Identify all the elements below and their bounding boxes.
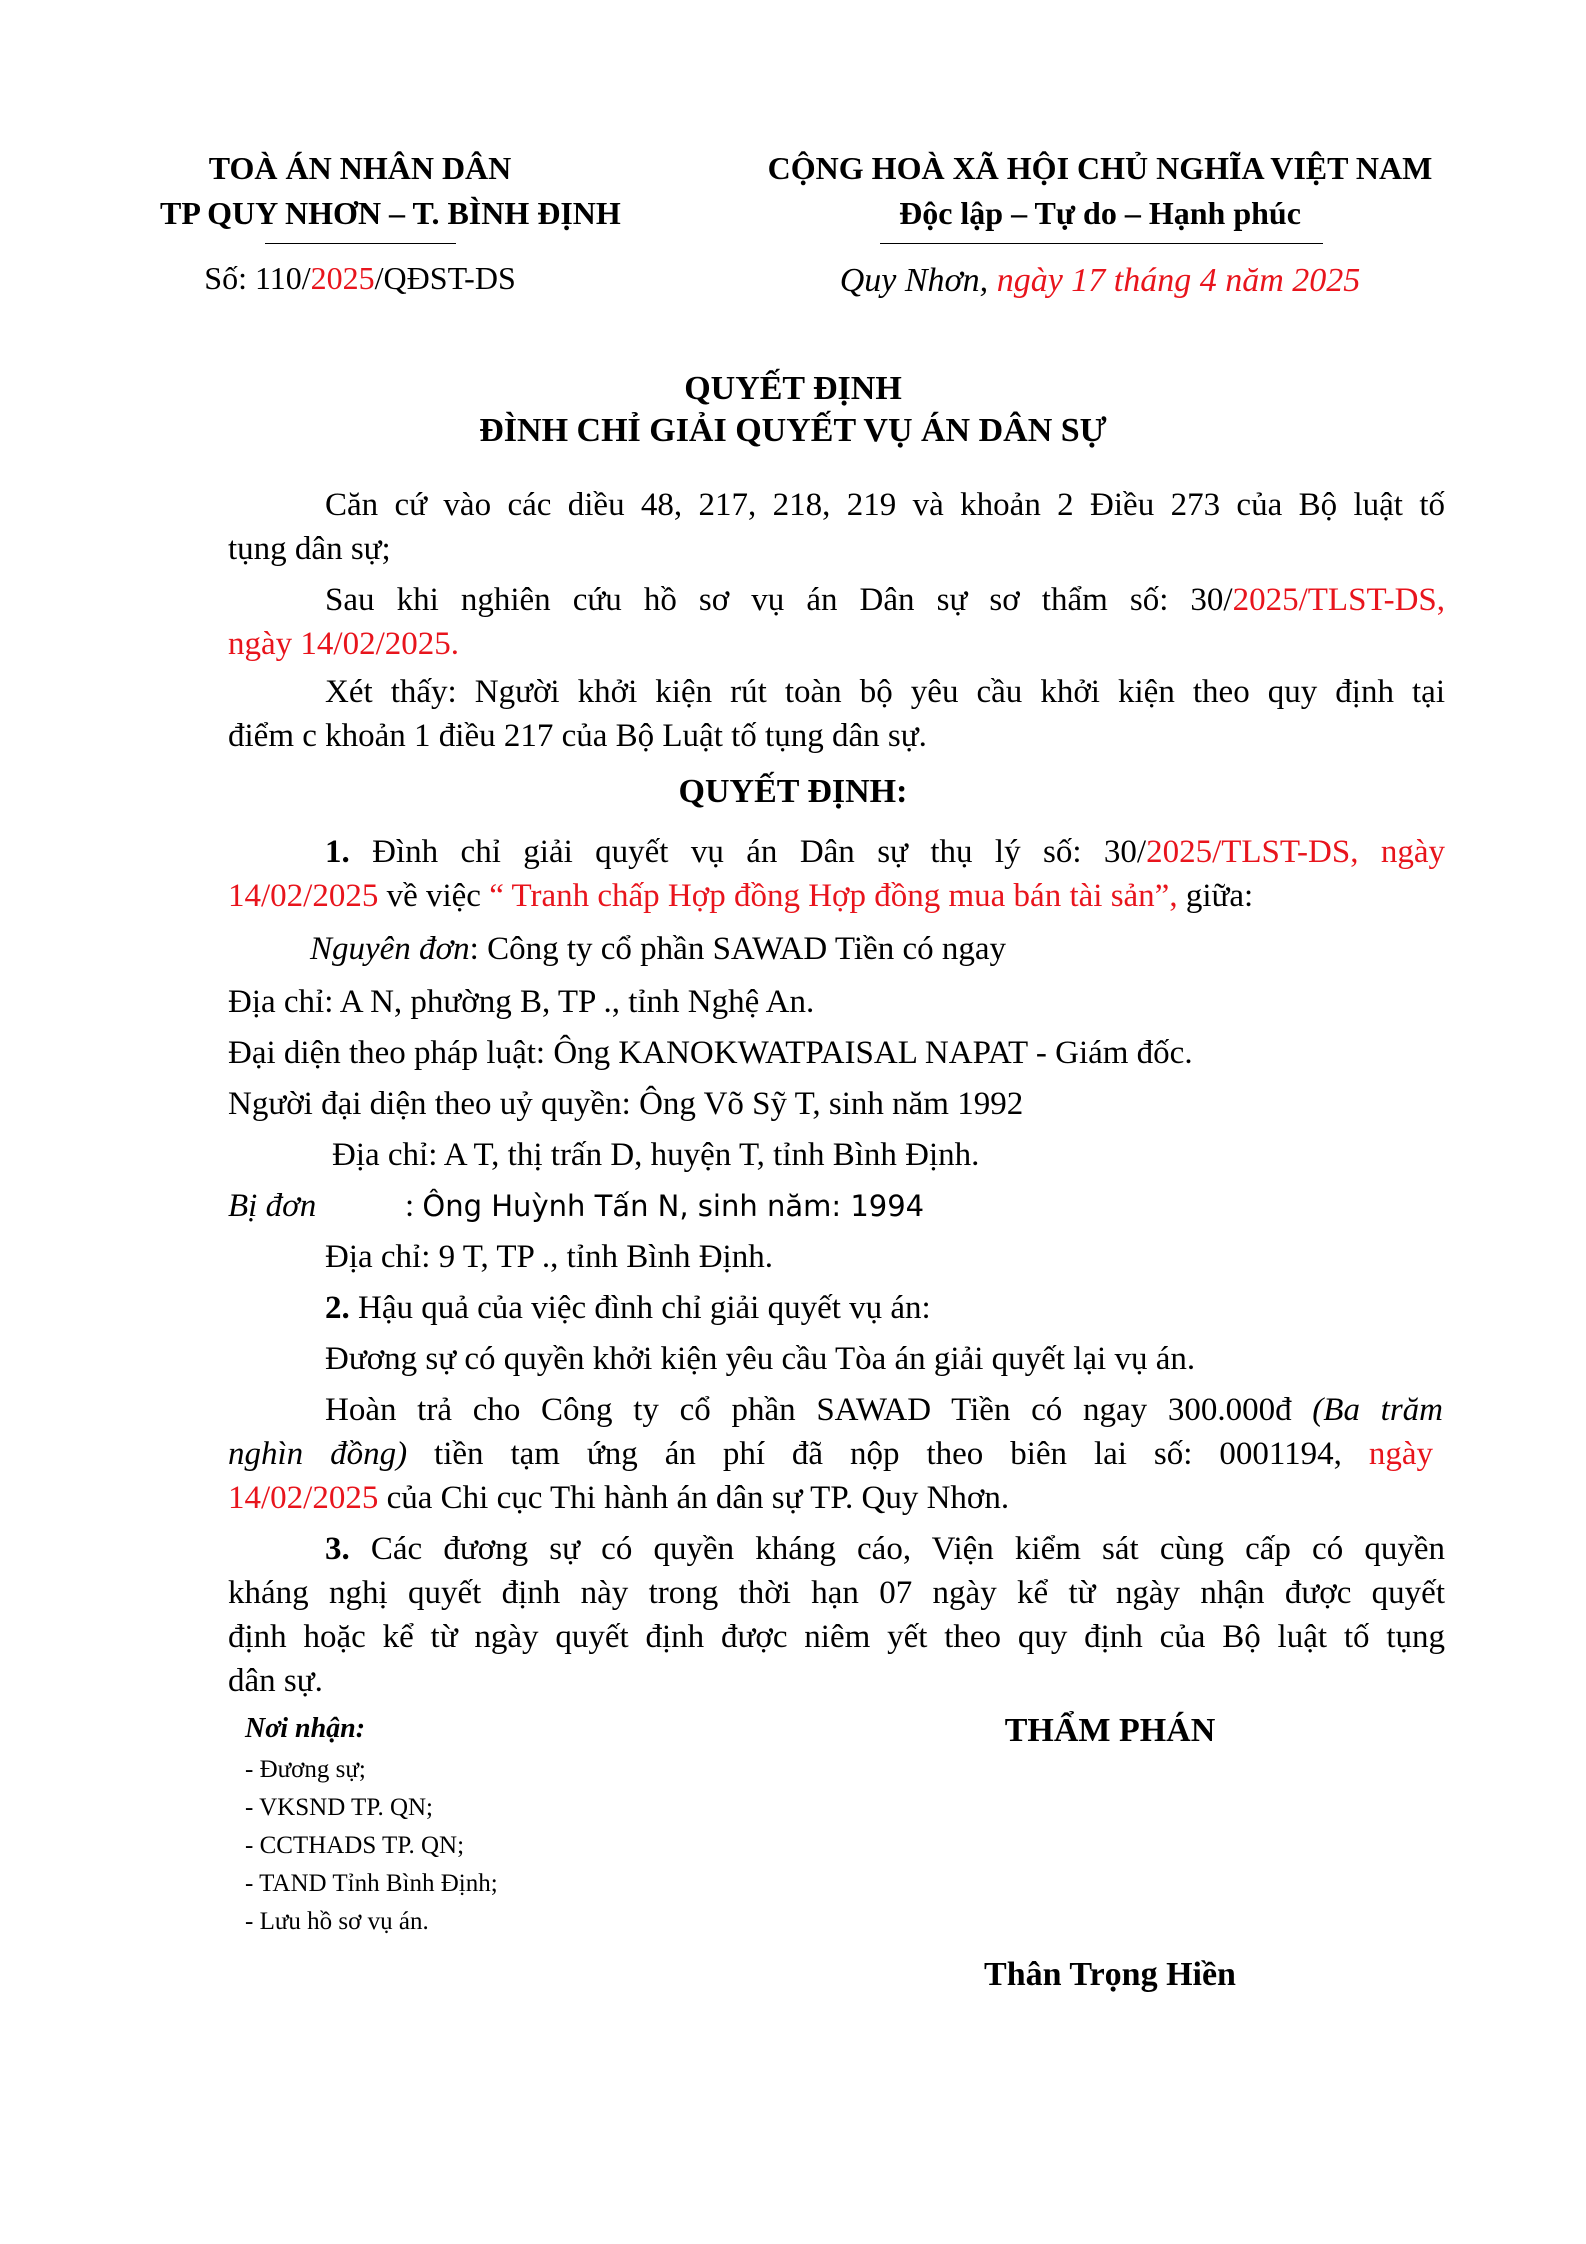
- representative-address: Địa chỉ: A T, thị trấn D, huyện T, tỉnh Bình Định.: [332, 1137, 980, 1173]
- recipient-item: - TAND Tỉnh Bình Định;: [245, 1870, 498, 1897]
- study-date: ngày 14/02/2025.: [228, 626, 459, 662]
- consider-line: điểm c khoản 1 điều 217 của Bộ Luật tố tụng dân sự.: [228, 718, 927, 754]
- item1-line1: 1. Đình chỉ giải quyết vụ án Dân sự thụ lý số: 30/2025/TLST-DS, ngày: [325, 834, 1446, 870]
- plaintiff: Nguyên đơn: Công ty cổ phần SAWAD Tiền có ngay: [310, 931, 1007, 967]
- authorized-representative: Người đại diện theo uỷ quyền: Ông Võ Sỹ T, sinh năm 1992: [228, 1086, 1024, 1122]
- court-name-line1: TOÀ ÁN NHÂN DÂN: [208, 150, 512, 186]
- recipient-item: - CCTHADS TP. QN;: [245, 1832, 465, 1859]
- item3-line1: 3. Các đương sự có quyền kháng cáo, Viện kiểm sát cùng cấp có quyền: [325, 1531, 1445, 1567]
- item3-line2: kháng nghị quyết định này trong thời hạn 07 ngày kể từ ngày nhận được quyết: [228, 1575, 1445, 1611]
- defendant: Bị đơn: [228, 1188, 317, 1224]
- motto-underline: [880, 243, 1323, 244]
- document-subtitle: ĐÌNH CHỈ GIẢI QUYẾT VỤ ÁN DÂN SỰ: [479, 412, 1107, 449]
- decision-heading: QUYẾT ĐỊNH:: [678, 773, 908, 810]
- refund-line1: Hoàn trả cho Công ty cổ phần SAWAD Tiền có ngay 300.000đ (Ba trăm: [325, 1392, 1443, 1428]
- recipients-heading: Nơi nhận:: [245, 1713, 366, 1744]
- decision-number: Số: 110/2025/QĐST-DS: [204, 260, 516, 296]
- consider-line: Xét thấy: Người khởi kiện rút toàn bộ yêu cầu khởi kiện theo quy định tại: [325, 674, 1445, 710]
- recipient-item: - Lưu hồ sơ vụ án.: [245, 1908, 429, 1935]
- court-name-underline: [265, 243, 456, 244]
- basis-line: tụng dân sự;: [228, 531, 391, 567]
- item3-line3: định hoặc kể từ ngày quyết định được niêm yết theo quy định của Bộ luật tố tụng: [228, 1619, 1445, 1655]
- place-date: Quy Nhơn, ngày 17 tháng 4 năm 2025: [839, 262, 1361, 299]
- plaintiff-address: Địa chỉ: A N, phường B, TP ., tỉnh Nghệ An.: [228, 984, 815, 1020]
- nation-name: CỘNG HOÀ XÃ HỘI CHỦ NGHĨA VIỆT NAM: [767, 150, 1433, 186]
- document-title: QUYẾT ĐỊNH: [684, 370, 902, 407]
- recipient-item: - Đương sự;: [245, 1756, 366, 1783]
- signer-name: Thân Trọng Hiền: [984, 1956, 1236, 1993]
- item2-right: Đương sự có quyền khởi kiện yêu cầu Tòa án giải quyết lại vụ án.: [325, 1341, 1196, 1377]
- defendant-address: Địa chỉ: 9 T, TP ., tỉnh Bình Định.: [325, 1239, 773, 1275]
- refund-line2: nghìn đồng) tiền tạm ứng án phí đã nộp theo biên lai số: 0001194, ngày: [228, 1436, 1433, 1472]
- item2-heading: 2. Hậu quả của việc đình chỉ giải quyết vụ án:: [325, 1290, 931, 1326]
- item1-line2: 14/02/2025 về việc “ Tranh chấp Hợp đồng Hợp đồng mua bán tài sản”, giữa:: [228, 878, 1254, 914]
- basis-line: Căn cứ vào các diều 48, 217, 218, 219 và khoản 2 Điều 273 của Bộ luật tố: [325, 487, 1445, 523]
- defendant-info: : Ông Huỳnh Tấn N, sinh năm: 1994: [405, 1188, 925, 1224]
- nation-motto: Độc lập – Tự do – Hạnh phúc: [899, 195, 1301, 231]
- signer-title: THẨM PHÁN: [1004, 1712, 1216, 1749]
- recipient-item: - VKSND TP. QN;: [245, 1794, 434, 1821]
- legal-representative: Đại diện theo pháp luật: Ông KANOKWATPAISAL NAPAT - Giám đốc.: [228, 1035, 1193, 1071]
- study-line: Sau khi nghiên cứu hồ sơ vụ án Dân sự sơ thẩm số: 30/2025/TLST-DS,: [325, 582, 1445, 618]
- court-name-line2: TP QUY NHƠN – T. BÌNH ĐỊNH: [160, 195, 621, 231]
- refund-line3: 14/02/2025 của Chi cục Thi hành án dân sự TP. Quy Nhơn.: [228, 1480, 1010, 1516]
- item3-line4: dân sự.: [228, 1663, 323, 1699]
